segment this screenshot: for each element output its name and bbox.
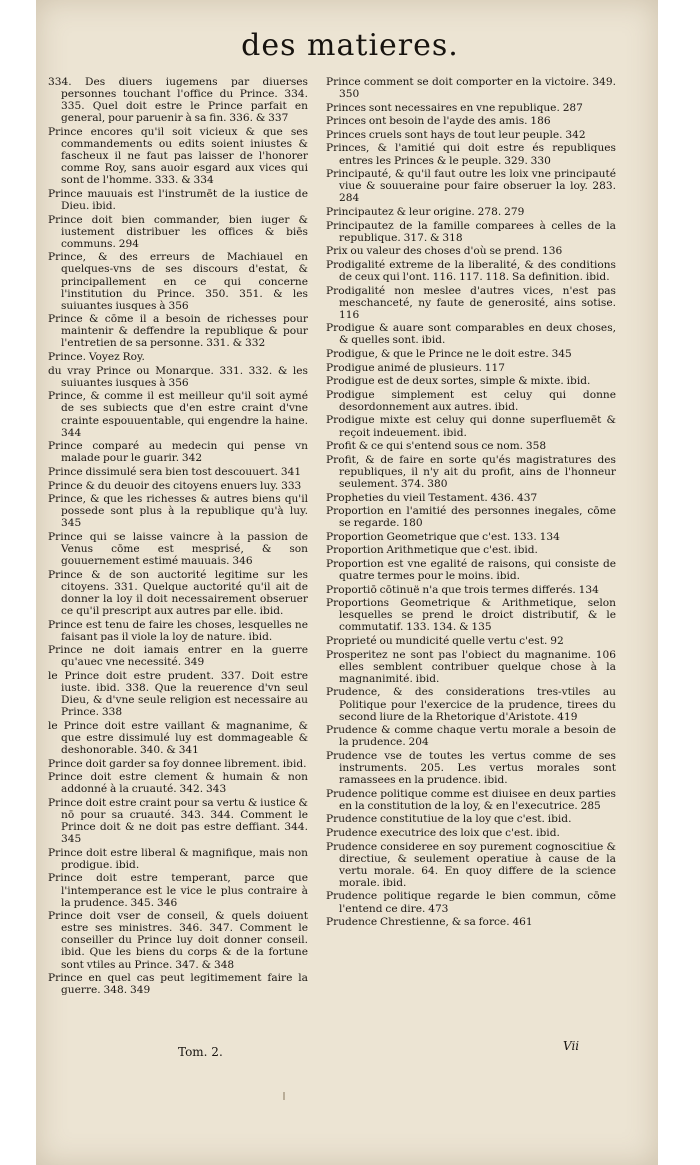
index-entry: Prince doit estre liberal & magnifique, mais non prodigue. ibid. [48,846,308,871]
index-entry: Prince & du deuoir des citoyens enuers luy. 333 [48,479,302,492]
index-entry: Prince doit vser de conseil, & quels doiuent estre ses ministres. 346. 347. Comment le conseiller du Prince luy doit donner conseil. ibid. Que les biens du corps & de la fortune sont vtiles au Prince. 347. & 348 [48,910,308,971]
index-entry: Prodigue mixte est celuy qui donne superfluemēt & reçoit indeuement. ibid. [326,414,616,439]
index-entry: Prince encores qu'il soit vicieux & que ses commandements ou edits soient iniustes & fascheux il ne faut pas laisser de l'honorer comme Roy, sans auoir esgard aux vices qui sont de l'homme. 333. & 334 [48,125,308,187]
index-entry: Prodigue animé de plusieurs. 117 [326,361,505,374]
index-entry: Proportion Geometrique que c'est. 133. 134 [326,530,560,543]
index-column-left [48,76,308,998]
index-entry: Proprieté ou mundicité quelle vertu c'est. 92 [326,635,564,648]
index-entry: Profit, & de faire en sorte qu'és magistratures des republiques, il n'y ait du profit, ains de l'honneur seulement. 374. 380 [326,453,616,490]
index-entry: le Prince doit estre prudent. 337. Doit estre iuste. ibid. 338. Que la reuerence d'vn seul Dieu, & d'vne seule religion est necessaire au Prince. 338 [48,669,308,719]
index-entry: Princes, & l'amitié qui doit estre és republiques entres les Princes & le peuple. 329. 330 [326,142,616,167]
index-entry: Prince doit estre craint pour sa vertu & iustice & nō pour sa cruauté. 343. 344. Comment le Prince doit & ne doit pas estre deffiant. 344. 345 [48,796,308,846]
index-entry: Princes sont necessaires en vne republique. 287 [326,101,583,114]
index-entry: Proportion est vne egalité de raisons, qui consiste de quatre termes pour le moins. ibid. [326,557,616,583]
index-entry: Prosperitez ne sont pas l'obiect du magnanime. 106 elles semblent contribuer quelque chose à la magnanimité. ibid. [326,648,616,685]
index-entry: Prudence consideree en soy purement cognoscitiue & directiue, & seulement operatiue à cause de la vertu morale. 64. En quoy differe de la science morale. ibid. [326,840,616,889]
index-entry: Propheties du vieil Testament. 436. 437 [326,491,538,504]
index-entry: Prodigalité non meslee d'autres vices, n'est pas meschanceté, ny faute de generosité, ains sotise. 116 [326,284,616,321]
index-entry: Prudence & comme chaque vertu morale a besoin de la prudence. 204 [326,724,616,749]
index-entry: Prince en quel cas peut legitimement faire la guerre. 348. 349 [48,972,308,997]
index-entry: Prodigue & auare sont comparables en deux choses, & quelles sont. ibid. [326,322,616,347]
index-entry: Prodigue est de deux sortes, simple & mixte. ibid. [326,375,591,388]
index-entry: Prince qui se laisse vaincre à la passion de Venus cōme est mesprisé, & son gouuernement estimé mauuais. 346 [48,530,308,568]
index-entry: Prince dissimulé sera bien tost descouuert. 341 [48,465,302,478]
index-entry: Prince doit bien commander, bien iuger & iustement distribuer les offices & biēs communs. 294 [48,213,308,250]
index-entry: Prudence politique regarde le bien commun, cōme l'entend ce dire. 473 [326,890,616,915]
index-entry: Prince comparé au medecin qui pense vn malade pour le guarir. 342 [48,440,308,465]
index-entry: Prince & de son auctorité legitime sur les citoyens. 331. Quelque auctorité qu'il ait de donner la loy il doit necessairement obseruer ce qu'il prescript aux autres par elle. ibid. [48,568,308,617]
index-entry: Profit & ce qui s'entend sous ce nom. 358 [326,440,547,453]
index-entry: Proportion Arithmetique que c'est. ibid. [326,544,538,557]
index-entry: Proportions Geometrique & Arithmetique, selon lesquelles se prend le droict distributif, & le commutatif. 133. 134. & 135 [326,597,616,634]
index-entry: Prudence executrice des loix que c'est. ibid. [326,826,560,839]
running-header: des matieres. [241,28,459,63]
index-entry: Prince ne doit iamais entrer en la guerre qu'auec vne necessité. 349 [48,644,308,669]
index-entry: Principauté, & qu'il faut outre les loix vne principauté viue & souueraine pour faire obseruer la loy. 283. 284 [326,168,616,205]
index-entry: Prodigue simplement est celuy qui donne desordonnement aux autres. ibid. [326,388,616,413]
index-entry: Prince. Voyez Roy. [48,351,145,364]
index-entry: Prince est tenu de faire les choses, lesquelles ne faisant pas il viole la loy de nature. ibid. [48,618,308,643]
index-entry: Prince mauuais est l'instrumēt de la iustice de Dieu. ibid. [48,187,308,212]
index-entry: Prix ou valeur des choses d'où se prend. 136 [326,245,563,258]
index-entry: Prince & cōme il a besoin de richesses pour maintenir & deffendre la republique & pour l'entretien de sa personne. 331. & 332 [48,313,308,350]
paper-mark [283,1092,285,1100]
index-entry: Prodigalité extreme de la liberalité, & des conditions de ceux qui l'ont. 116. 117. 118. Sa definition. ibid. [326,258,616,283]
index-entry: Principautez de la famille comparees à celles de la republique. 317. & 318 [326,219,616,244]
index-entry: Prince, & comme il est meilleur qu'il soit aymé de ses subiects que d'en estre craint d'vne crainte espouuentable, qui engendre la haine. 344 [48,390,308,439]
index-entry: Prince, & des erreurs de Machiauel en quelques-vns de ses discours d'estat, & principallement en ce qui concerne l'institution du Prince. 350. 351. & les suiuantes iusques à 356 [48,251,308,312]
index-entry: Princes ont besoin de l'ayde des amis. 186 [326,115,551,128]
index-entry: Prince doit estre clement & humain & non addonné à la cruauté. 342. 343 [48,771,308,796]
index-entry: Prudence politique comme est diuisee en deux parties en la constitution de la loy, & en l'executrice. 285 [326,787,616,812]
index-column-right [326,76,616,930]
index-entry: Prudence vse de toutes les vertus comme de ses instruments. 205. Les vertus morales sont ramassees en la prudence. ibid. [326,749,616,787]
catchword: Vii [563,1039,580,1053]
index-entry: Prodigue, & que le Prince ne le doit estre. 345 [326,347,572,360]
index-entry: 334. Des diuers iugemens par diuerses personnes touchant l'office du Prince. 334. 335. Quel doit estre le Prince parfait en general, pour paruenir à sa fin. 336. & 337 [48,76,308,125]
index-entry: Prince, & que les richesses & autres biens qu'il possede sont plus à la republique qu'à luy. 345 [48,493,308,530]
index-entry: le Prince doit estre vaillant & magnanime, & que estre dissimulé luy est dommageable & deshonorable. 340. & 341 [48,719,308,756]
index-entry: Prudence constitutiue de la loy que c'est. ibid. [326,813,572,826]
index-entry: Prince doit estre temperant, parce que l'intemperance est le vice le plus contraire à la prudence. 345. 346 [48,872,308,909]
index-entry: Prudence, & des considerations tres-vtiles au Politique pour l'exercice de la prudence, tirees du second liure de la Rhetorique d'Aristote. 419 [326,686,616,723]
index-entry: Prince comment se doit comporter en la victoire. 349. 350 [326,76,616,101]
index-entry: Prince doit garder sa foy donnee librement. ibid. [48,757,307,770]
volume-signature: Tom. 2. [178,1045,223,1059]
index-entry: du vray Prince ou Monarque. 331. 332. & les suiuantes iusques à 356 [48,364,308,389]
index-entry: Principautez & leur origine. 278. 279 [326,205,525,218]
index-entry: Prudence Chrestienne, & sa force. 461 [326,916,533,929]
index-entry: Proportiō cōtinuë n'a que trois termes differés. 134 [326,583,599,596]
index-entry: Proportion en l'amitié des personnes inegales, cōme se regarde. 180 [326,505,616,530]
index-entry: Princes cruels sont hays de tout leur peuple. 342 [326,128,586,141]
